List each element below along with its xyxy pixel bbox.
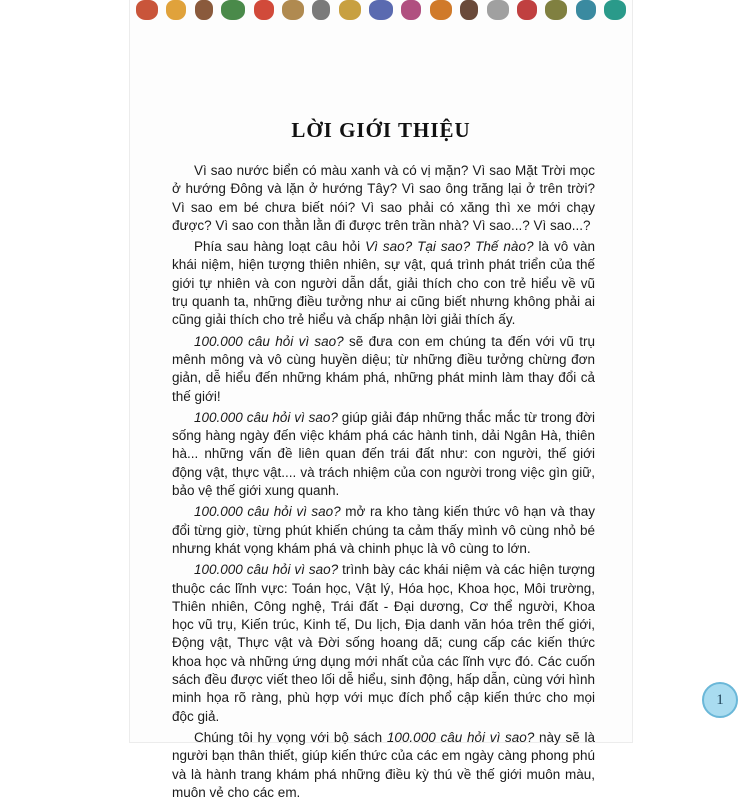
- paragraph: [172, 561, 595, 726]
- cartoon-figure-icon: [401, 0, 421, 20]
- cartoon-figure-icon: [369, 0, 393, 20]
- paragraph-italic: 100.000 câu hỏi vì sao?: [194, 409, 338, 425]
- paragraph-text: trình bày các khái niệm và các hiện tượng thuộc các lĩnh vực: Toán học, Vật lý, Hóa học, Khoa học, Môi trường, Thiên nhiên, Công nghệ, Trái đất - Đại dương, Cơ thể người, Khoa học vũ trụ, Kiến trúc, Kinh tế, Du lịch, Địa danh văn hóa trên thế giới, Động vật, Thực vật và Đời sống hoang dã; cung cấp các kiến thức khoa học và những ứng dụng mới nhất của các lĩnh vực đó. Các cuốn sách đều được viết theo lối dễ hiểu, sinh động, hấp dẫn, cùng với hình minh họa rõ ràng, phù hợp với mục đích phổ cập kiến thức cho mọi độc giả.: [172, 562, 595, 724]
- paragraph: [172, 503, 595, 558]
- paragraph-italic: 100.000 câu hỏi vì sao?: [194, 504, 341, 520]
- paragraph: [172, 162, 595, 235]
- paragraph-lead: Phía sau hàng loạt câu hỏi: [194, 239, 366, 255]
- paragraph-text: mở ra kho tàng kiến thức vô hạn và thay đổi từng giờ, từng phút khiến chúng ta cảm thấy mình vô cùng nhỏ bé nhưng khát vọng khám phá và chinh phục là vô cùng to lớn.: [172, 504, 595, 556]
- paragraph-text: giúp giải đáp những thắc mắc từ trong đời sống hàng ngày đến việc khám phá các hành tinh, dải Ngân Hà, thiên hà... những vấn đề liên quan đến trái đất như: con người, thế giới động vật, thực vật.... và trách nhiệm của con người trong việc gìn giữ, bảo vệ thế giới xung quanh.: [172, 409, 596, 499]
- cartoon-figure-icon: [195, 0, 213, 20]
- cartoon-figure-icon: [430, 0, 452, 20]
- paragraph-text: là vô vàn khái niệm, hiện tượng thiên nhiên, sự vật, quá trình phát triển của thế giới tự nhiên và con người dẫn dắt, giải thích cho con trẻ hiểu về vũ trụ quanh ta, những điều tưởng như ai cũng biết nhưng không phải ai cũng giải thích cho trẻ hiểu và chấp nhận lời giải thích ấy.: [172, 239, 595, 328]
- cartoon-figure-icon: [517, 0, 537, 20]
- paragraph-text: này sẽ là người bạn thân thiết, giúp kiến thức của các em ngày càng phong phú và là hành trang khám phá những điều kỳ thú về thế giới muôn màu, muôn vẻ cho các em.: [172, 729, 595, 800]
- cartoon-figures-strip: [130, 0, 632, 24]
- cartoon-figure-icon: [312, 0, 330, 20]
- cartoon-figure-icon: [221, 0, 245, 20]
- paragraph-italic: Vì sao? Tại sao? Thế nào?: [365, 239, 534, 255]
- page-title: LỜI GIỚI THIỆU: [291, 118, 471, 142]
- body-text: [172, 162, 595, 805]
- cartoon-figure-icon: [166, 0, 186, 20]
- page-number-badge: 1: [702, 682, 738, 718]
- cartoon-figure-icon: [545, 0, 567, 20]
- paragraph: [172, 729, 595, 802]
- paragraph-lead: Chúng tôi hy vọng với bộ sách: [194, 729, 387, 745]
- cartoon-figure-icon: [576, 0, 596, 20]
- cartoon-figure-icon: [604, 0, 626, 20]
- cartoon-figure-icon: [282, 0, 304, 20]
- paragraph-text: sẽ đưa con em chúng ta đến với vũ trụ mênh mông và vô cùng huyền diệu; từ những điều tưởng chừng đơn giản, dễ hiểu đến những khám phá, những phát minh làm thay đổi cả thế giới!: [172, 333, 595, 404]
- paragraph-italic: 100.000 câu hỏi vì sao?: [194, 333, 344, 349]
- cartoon-figure-icon: [254, 0, 274, 20]
- paragraph: [172, 238, 595, 329]
- paragraph-italic: 100.000 câu hỏi vì sao?: [386, 729, 535, 745]
- paragraph: [172, 333, 595, 406]
- cartoon-figure-icon: [460, 0, 478, 20]
- cartoon-figure-icon: [487, 0, 509, 20]
- cartoon-figure-icon: [339, 0, 361, 20]
- paragraph-text: Vì sao nước biển có màu xanh và có vị mặn? Vì sao Mặt Trời mọc ở hướng Đông và lặn ở hướng Tây? Vì sao ông trăng lại ở trên trời? Vì sao em bé chưa biết nói? Vì sao phải có xăng thì xe mới chạy được? Vì sao con thằn lằn đi được trên trần nhà? Vì sao...? Vì sao...?: [172, 163, 595, 233]
- book-page: [130, 0, 724, 800]
- paragraph: [172, 409, 595, 500]
- paragraph-italic: 100.000 câu hỏi vì sao?: [194, 562, 339, 578]
- cartoon-figure-icon: [136, 0, 158, 20]
